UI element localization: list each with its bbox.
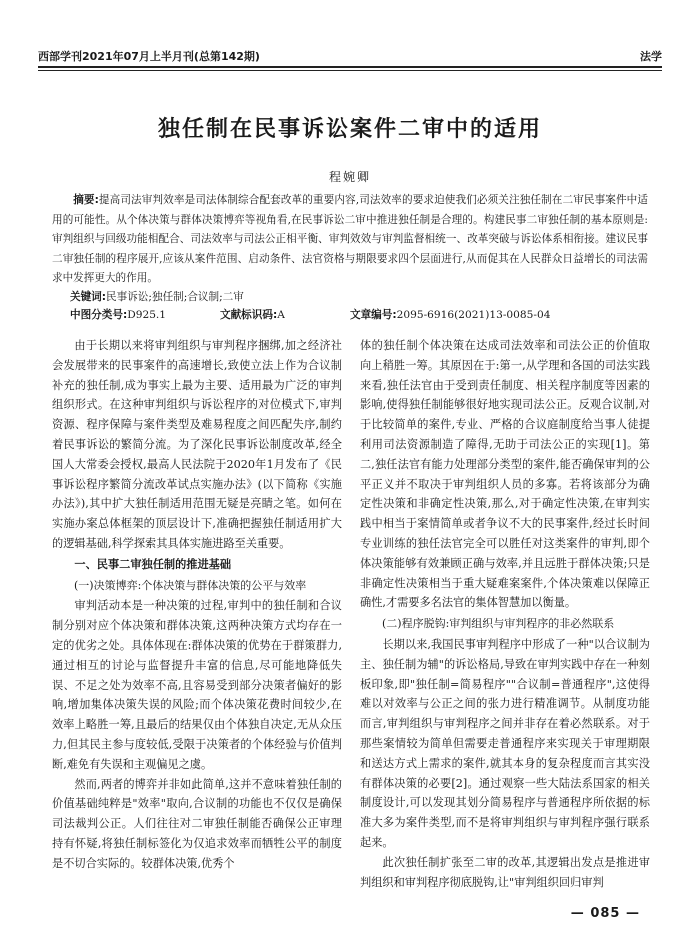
abstract-label: 摘要:	[73, 194, 99, 206]
left-column	[52, 336, 342, 874]
page-number: — 085 —	[570, 906, 640, 921]
keywords-label: 关键词:	[70, 291, 107, 303]
body-paragraph: 此次独任制扩张至二审的改革,其逻辑出发点是推进审判组织和审判程序彻底脱钩,让"审判组织回归审判	[360, 855, 650, 889]
subsection-heading: (二)程序脱钩:审判组织与审判程序的非必然联系	[382, 617, 615, 631]
header-rule-thick	[38, 66, 662, 68]
doc-code: 文献标识码:A	[220, 309, 285, 321]
header-rule-thin	[38, 70, 662, 71]
journal-name: 西部学刊2021年07月上半月刊(总第142期)	[38, 50, 260, 63]
body-paragraph: 然而,两者的博弈并非如此简单,这并不意味着独任制的价值基础纯粹是"效率"取向,合议制的功能也不仅仅是确保司法裁判公正。人们往往对二审独任制能否确保公正审理持有怀疑,将独任制标签化为仅追求效率而牺牲公平的制度是不切合实际的。较群体决策,优秀个	[52, 777, 342, 870]
clc-number: 中图分类号:D925.1	[70, 309, 167, 321]
running-header	[38, 46, 662, 64]
classification-info	[70, 306, 648, 324]
body-paragraph: 审判活动本是一种决策的过程,审判中的独任制和合议制分别对应个体决策和群体决策,这两种决策方式均存在一定的优劣之处。具体体现在:群体决策的优势在于群策群力,通过相互的讨论与监督提升丰富的信息,尽可能地降低失误、不足之处为效率不高,且容易受到部分决策者偏好的影响,增加集体决策失误的风险;而个体决策花费时间较少,在效率上略胜一筹,且最后的结果仅由个体独自决定,无从众压力,但其民主参与度较低,受限于决策者的个体经验与价值判断,难免有失误和主观偏见之虞。	[52, 599, 342, 771]
subsection-heading: (一)决策博弈:个体决策与群体决策的公平与效率	[74, 578, 307, 592]
section-heading: 一、民事二审独任制的推进基础	[74, 557, 232, 571]
body-paragraph: 由于长期以来将审判组织与审判程序捆绑,加之经济社会发展带来的民事案件的高速增长,致使立法上作为合议制补充的独任制,成为事实上最为主要、适用最为广泛的审判组织形式。在这种审判组织与诉讼程序的对位模式下,审判资源、程序保障与案件类型及难易程度之间匹配失序,制约着民事诉讼的繁简分流。为了深化民事诉讼制度改革,经全国人大常委会授权,最高人民法院于2020年1月发布了《民事诉讼程序繁简分流改革试点实施办法》(以下简称《实施办法》),其中扩大独任制适用范围无疑是亮睛之笔。如何在实施办案总体框架的顶层设计下,准确把握独任制适用扩大的逻辑基础,科学探索其具体实施进路至关重要。	[52, 339, 342, 550]
article-id: 文章编号:2095-6916(2021)13-0085-04	[350, 309, 551, 321]
right-column	[360, 336, 650, 892]
article-author: 程婉卿	[328, 170, 371, 184]
keywords	[70, 288, 648, 306]
abstract-text: 提高司法审判效率是司法体制综合配套改革的重要内容,司法效率的要求迫使我们必须关注独任制在二审民事案件中适用的可能性。从个体决策与群体决策博弈等视角看,在民事诉讼二审中推进独任制是合理的。构建民事二审独任制的基本原则是:审判组织与回级功能相配合、司法效率与司法公正相平衡、审判效效与审判监督相统一、改革突破与诉讼体系相衔接。建议民事二审独任制的程序展开,应该从案件范围、启动条件、法官资格与期限要求四个层面进行,从而促其在人民群众日益增长的司法需求中发挥更大的作用。	[52, 194, 648, 285]
section-name: 法学	[640, 50, 662, 63]
article-title: 独任制在民事诉讼案件二审中的适用	[157, 116, 542, 142]
abstract	[52, 191, 648, 289]
body-paragraph: 长期以来,我国民事审判程序中形成了一种"以合议制为主、独任制为辅"的诉讼格局,导致在审判实践中存在一种刻板印象,即"独任制=简易程序""合议制=普通程序",这使得难以对效率与公正之间的张力进行精准调节。从制度功能而言,审判组织与审判程序之间并非存在着必然联系。对于那些案情较为简单但需要走普通程序来实现关于审理期限和送达方式上需求的案件,就其本身的复杂程度而言其实没有群体决策的必要[2]。通过观察一些大陆法系国家的相关制度设计,可以发现其划分简易程序与普通程序所依据的标准大多为案件类型,而不是将审判组织与审判程序强行联系起来。	[360, 637, 650, 849]
keywords-text: 民事诉讼;独任制;合议制;二审	[106, 291, 244, 303]
body-paragraph: 体的独任制个体决策在达成司法效率和司法公正的价值取向上稍胜一筹。其原因在于:第一,从学理和各国的司法实践来看,独任法官由于受到责任制度、相关程序制度等因素的影响,使得独任制能够很好地实现司法公正。反观合议制,对于比较简单的案件,专业、严格的合议庭制度给当事人徒提利用司法资源制造了障得,无助于司法公正的实现[1]。第二,独任法官有能力处理部分类型的案件,能否确保审判的公平正义并不取决于审判组织人员的多寡。若将该部分为确定性决策和非确定性决策,那么,对于确定性决策,在审判实践中相当于案情简单或者争议不大的民事案件,经过长时间专业训练的独任法官完全可以胜任对这类案件的审判,即个体决策能够有效兼顾正确与效率,并且远胜于群体决策;只是非确定性决策相当于重大疑难案案件,个体决策难以保障正确性,才需要多名法官的集体智慧加以衡量。	[360, 339, 650, 610]
